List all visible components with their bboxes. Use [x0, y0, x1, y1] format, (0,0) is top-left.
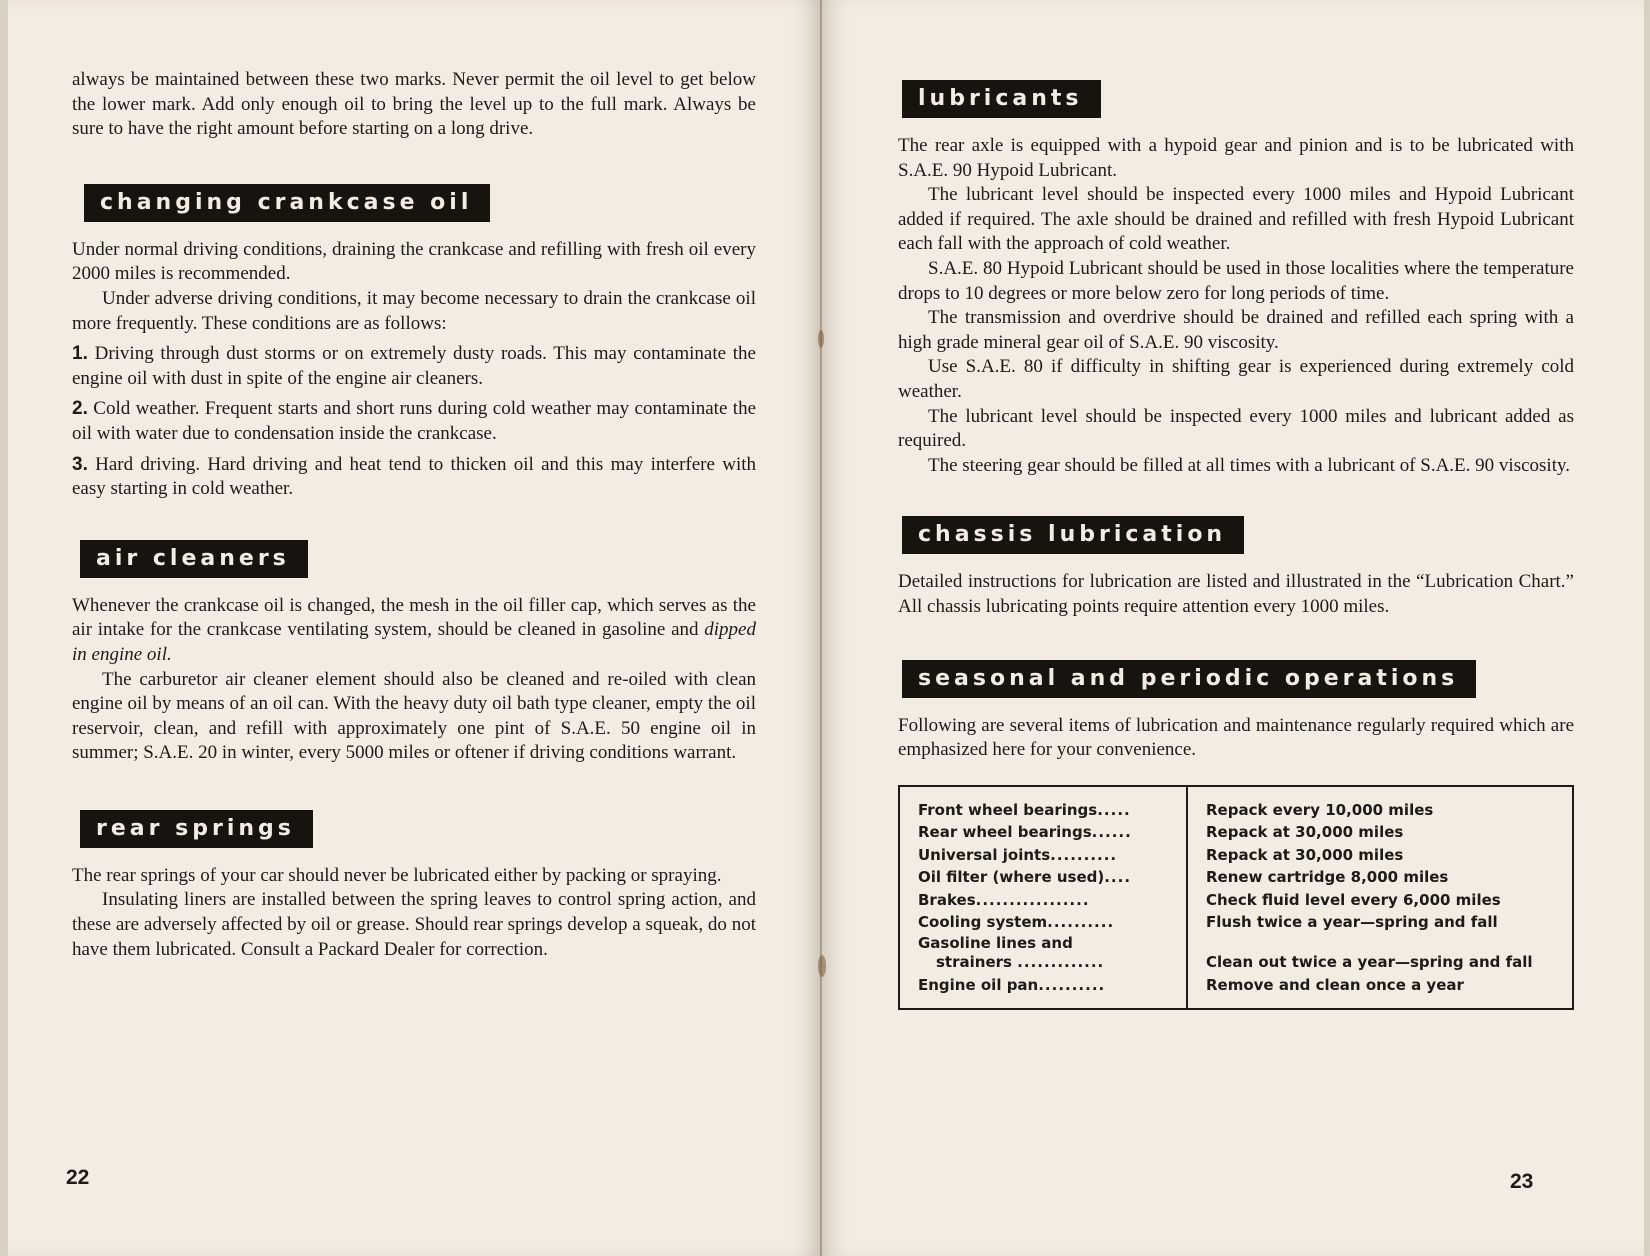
page-number-right: 23: [1510, 1170, 1534, 1193]
crankcase-paragraph-1: Under normal driving conditions, draining the crankcase and refilling with fresh oil every 2000 miles is recommended.: [72, 238, 756, 285]
table-row-item: Oil filter (where used)....: [918, 868, 1132, 887]
section-heading-chassis: chassis lubrication: [902, 516, 1244, 554]
table-row-item: Front wheel bearings.....: [918, 800, 1131, 819]
page-number-left: 22: [66, 1166, 90, 1189]
rear-springs-paragraph-2: Insulating liners are installed between the spring leaves to control spring action, and these are adversely affected by oil or grease. Should rear springs develop a squeak, do not have them lubricated. Consult a Packard Dealer for correction.: [72, 889, 756, 960]
binding-stain: [818, 330, 824, 348]
rear-springs-paragraph-1: The rear springs of your car should never be lubricated either by packing or spraying.: [72, 864, 722, 886]
air-cleaners-text: Whenever the crankcase oil is changed, the mesh in the oil filler cap, which serves as the air intake for the crankcase ventilating system, should be cleaned in gasoline and: [72, 594, 756, 641]
table-row-item: Gasoline lines and strainers .............: [918, 933, 1105, 971]
item-text: Hard driving. Hard driving and heat tend to thicken oil and this may interfere with easy starting in cold weather.: [72, 453, 757, 500]
table-row-action: Clean out twice a year—spring and fall: [1206, 952, 1533, 971]
table-row-item: Universal joints..........: [918, 845, 1118, 864]
right-page-content: [898, 80, 1574, 1010]
lubricants-paragraph-5: Use S.A.E. 80 if difficulty in shifting gear is experienced during extremely cold weather.: [898, 356, 1574, 402]
lubricants-paragraph-3: S.A.E. 80 Hypoid Lubricant should be used in those localities where the temperature drops to 10 degrees or more below zero for long periods of time.: [898, 257, 1574, 304]
crankcase-item-3: [72, 453, 756, 502]
seasonal-paragraph-1: Following are several items of lubrication and maintenance regularly required which are emphasized here for your convenience.: [898, 714, 1574, 761]
air-cleaners-paragraph-2: The carburetor air cleaner element should also be cleaned and re-oiled with clean engine oil by means of an oil can. With the heavy duty oil bath type cleaner, empty the oil reservoir, clean, and refill with approximately one pint of S.A.E. 50 engine oil in summer; S.A.E. 20 in winter, every 5000 miles or oftener if driving conditions warrant.: [72, 668, 756, 764]
table-row-action: Check fluid level every 6,000 miles: [1206, 890, 1501, 909]
crankcase-section: [72, 184, 756, 502]
crankcase-item-1: [72, 342, 756, 391]
section-heading-lubricants: lubricants: [902, 80, 1101, 118]
left-page: [8, 0, 820, 1256]
item-number: 3.: [72, 453, 88, 475]
lubricants-section: [898, 80, 1574, 478]
table-row-action: Renew cartridge 8,000 miles: [1206, 868, 1449, 887]
table-row-action: Flush twice a year—spring and fall: [1206, 913, 1498, 932]
lubricants-paragraph-1: The rear axle is equipped with a hypoid gear and pinion and is to be lubricated with S.A.E. 90 Hypoid Lubricant.: [898, 135, 1574, 181]
rear-springs-section: [72, 810, 756, 962]
section-heading-air-cleaners: air cleaners: [80, 540, 308, 578]
section-heading-crankcase: changing crankcase oil: [84, 184, 490, 222]
item-text: Driving through dust storms or on extremely dusty roads. This may contaminate the engine oil with dust in spite of the engine air cleaners.: [72, 343, 756, 389]
table-row-action: Remove and clean once a year: [1206, 975, 1464, 994]
item-number: 2.: [72, 398, 88, 420]
left-page-content: [72, 68, 756, 962]
crankcase-item-2: [72, 397, 756, 446]
air-cleaners-paragraph-1: [72, 594, 756, 668]
binding-stain: [818, 955, 826, 977]
maintenance-items-column: [900, 787, 1188, 1009]
right-page: [822, 0, 1644, 1256]
maintenance-actions-column: [1188, 787, 1572, 1009]
lubricants-paragraph-2: The lubricant level should be inspected every 1000 miles and Hypoid Lubricant added if required. The axle should be drained and refilled with fresh Hypoid Lubricant each fall with the approach of cold weather.: [898, 184, 1574, 255]
crankcase-paragraph-2: Under adverse driving conditions, it may become necessary to drain the crankcase oil more frequently. These conditions are as follows:: [72, 287, 756, 334]
section-heading-seasonal: seasonal and periodic operations: [902, 660, 1476, 698]
maintenance-table: [898, 785, 1574, 1011]
table-row-action: Repack at 30,000 miles: [1206, 845, 1404, 864]
seasonal-section: [898, 660, 1574, 1011]
section-heading-rear-springs: rear springs: [80, 810, 313, 848]
table-row-action: Repack at 30,000 miles: [1206, 823, 1404, 842]
lubricants-paragraph-6: The lubricant level should be inspected every 1000 miles and lubricant added as required.: [898, 405, 1574, 452]
intro-paragraph: always be maintained between these two marks. Never permit the oil level to get below the lower mark. Add only enough oil to bring the level up to the full mark. Always be sure to have the right amount before starting on a long drive.: [72, 69, 756, 140]
table-row-action: Repack every 10,000 miles: [1206, 800, 1434, 819]
chassis-section: [898, 516, 1574, 619]
item-number: 1.: [72, 343, 88, 365]
table-row-item: Engine oil pan..........: [918, 975, 1106, 994]
item-text: Cold weather. Frequent starts and short runs during cold weather may contaminate the oil with water due to condensation inside the crankcase.: [72, 398, 757, 444]
table-row-item: Brakes.................: [918, 890, 1090, 909]
chassis-paragraph-1: Detailed instructions for lubrication are listed and illustrated in the “Lubrication Chart.” All chassis lubricating points require attention every 1000 miles.: [898, 571, 1574, 617]
lubricants-paragraph-4: The transmission and overdrive should be drained and refilled each spring with a high grade mineral gear oil of S.A.E. 90 viscosity.: [898, 307, 1574, 353]
air-cleaners-italic: dipped in engine oil.: [72, 619, 756, 665]
lubricants-paragraph-7: The steering gear should be filled at all times with a lubricant of S.A.E. 90 viscosity.: [928, 454, 1570, 476]
air-cleaners-section: [72, 540, 756, 766]
table-row-item: Rear wheel bearings......: [918, 823, 1132, 842]
table-row-item: Cooling system..........: [918, 913, 1115, 932]
